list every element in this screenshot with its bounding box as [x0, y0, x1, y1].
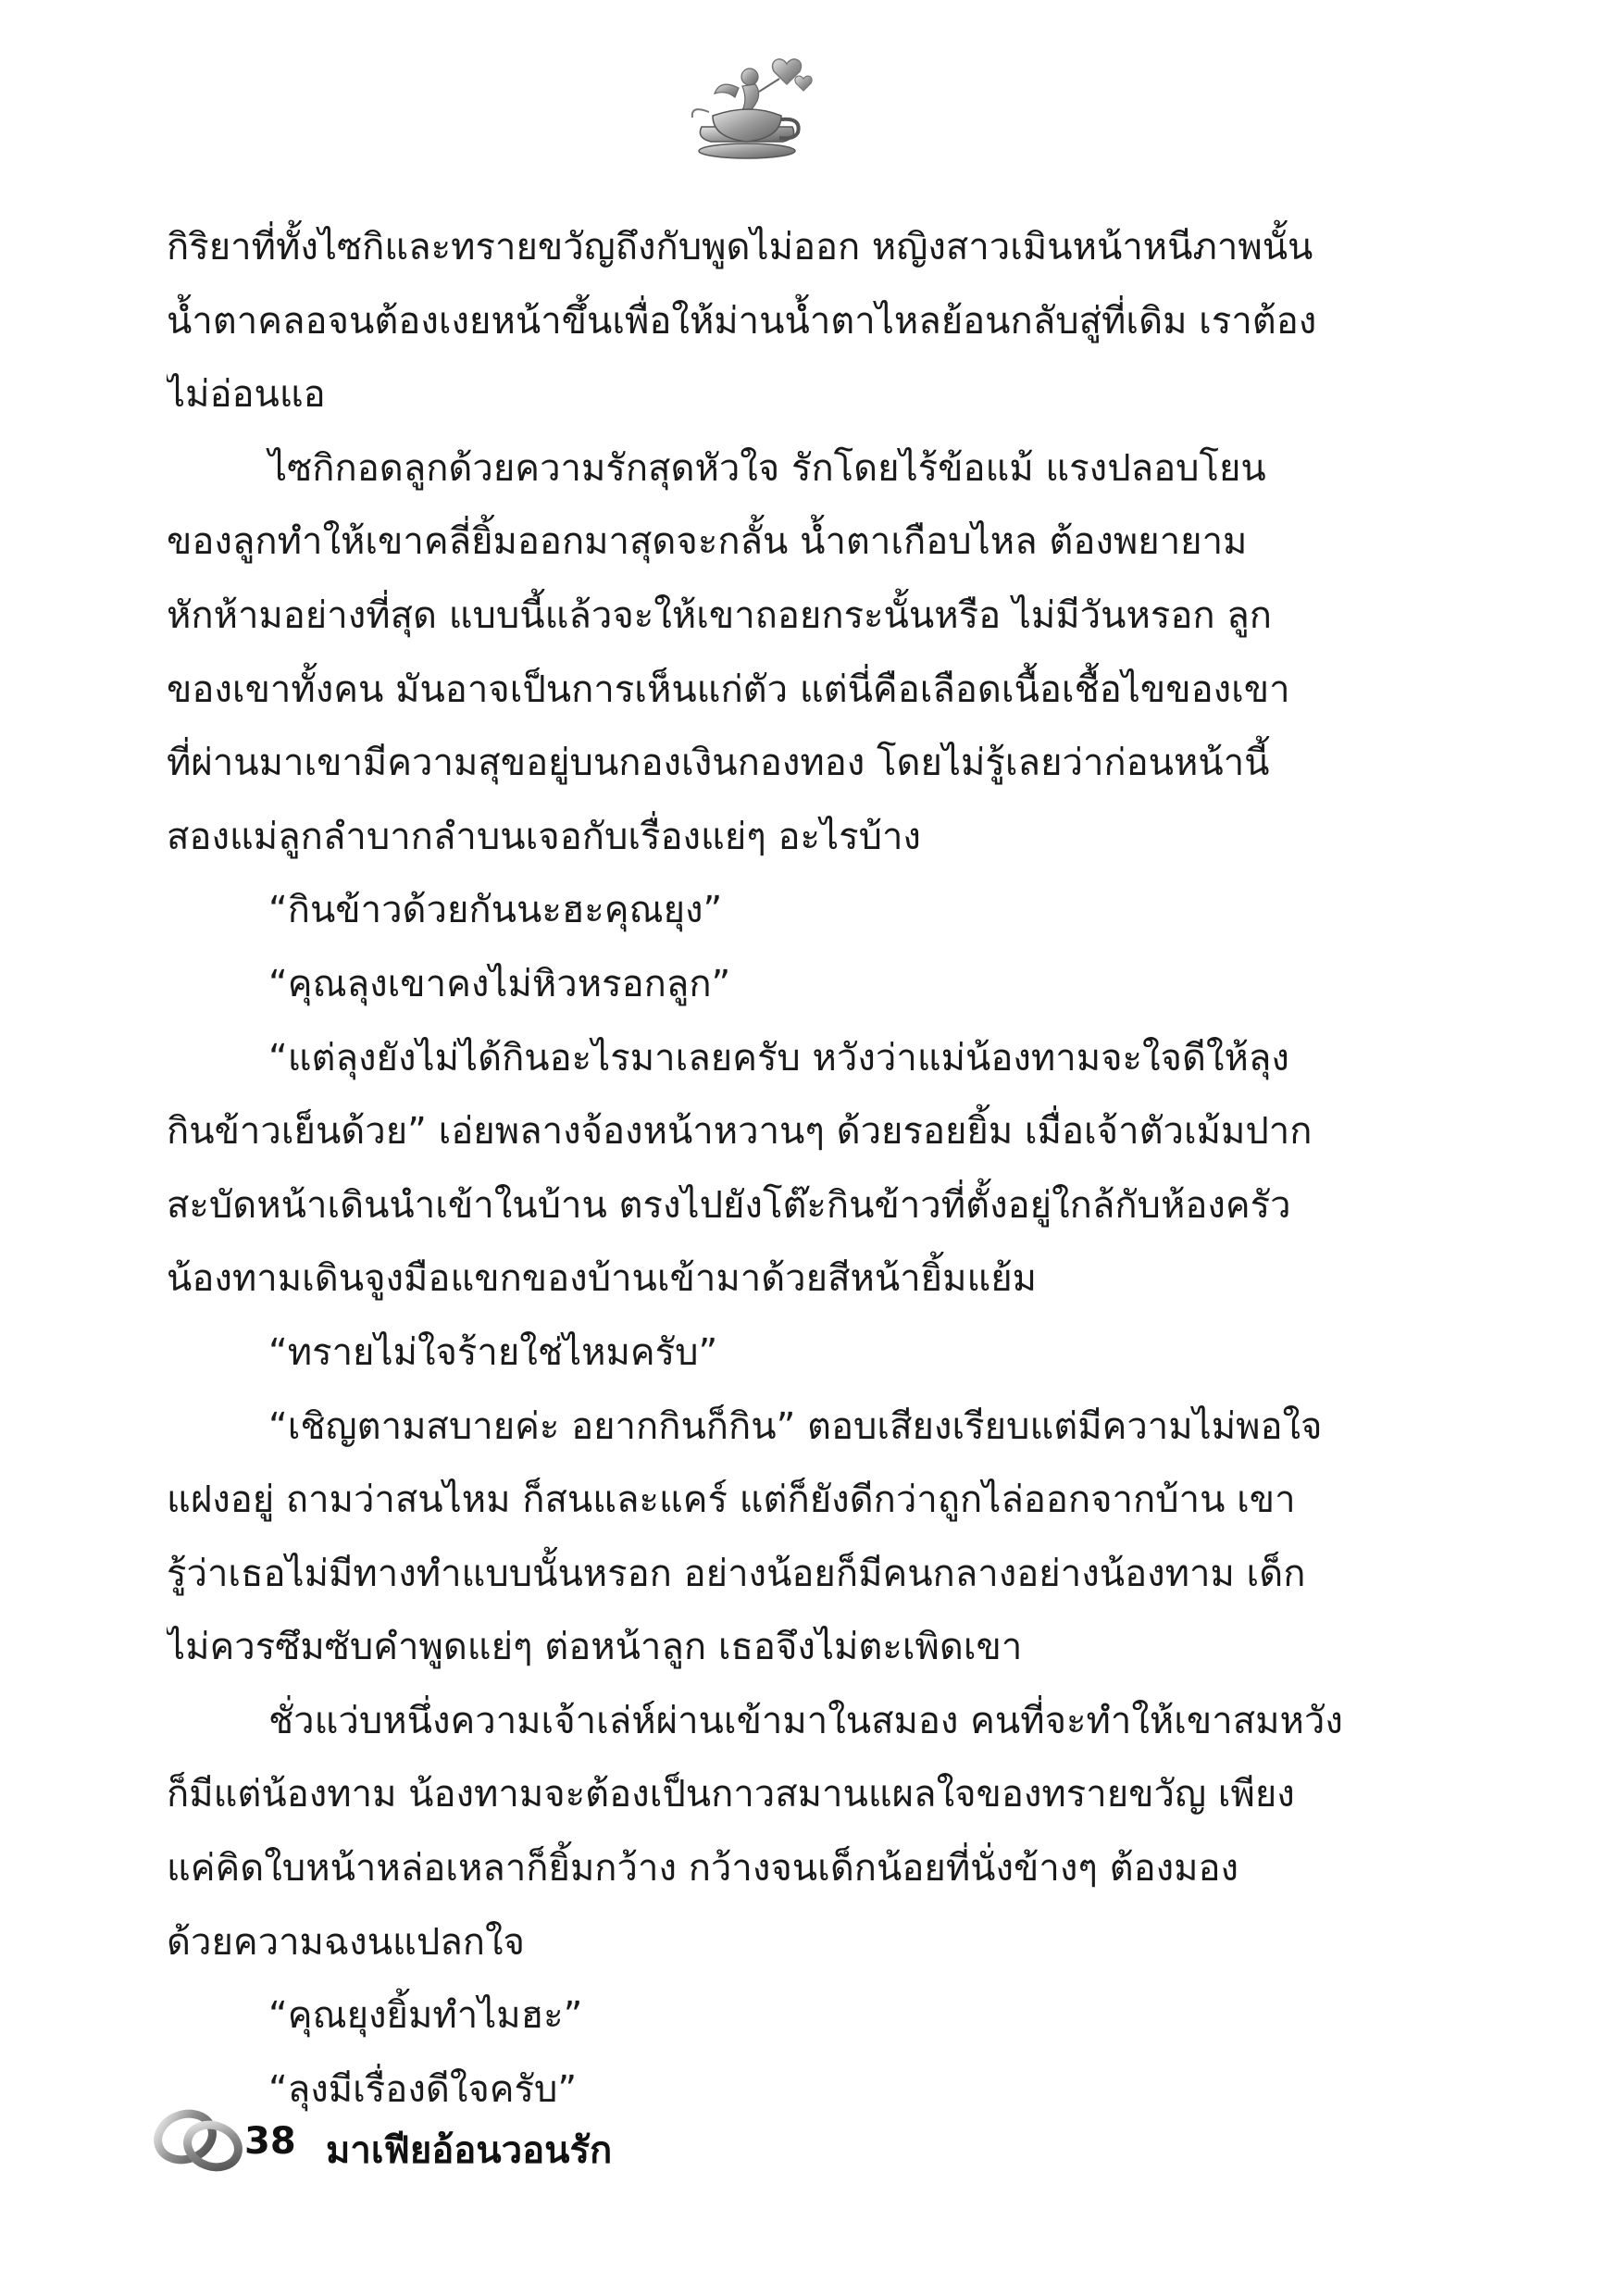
text-line: ไม่ควรซึมซับคำพูดแย่ๆ ต่อหน้าลูก เธอจึงไม่ตะเพิดเขา	[167, 1626, 1023, 1669]
text-line: ของลูกทำให้เขาคลี่ยิ้มออกมาสุดจะกลั้น น้ำตาเกือบไหล ต้องพยายาม	[167, 520, 1248, 564]
text-line: ของเขาทั้งคน มันอาจเป็นการเห็นแก่ตัว แต่นี่คือเลือดเนื้อเชื้อไขของเขา	[167, 668, 1290, 711]
text-line: น้องทามเดินจูงมือแขกของบ้านเข้ามาด้วยสีหน้ายิ้มแย้ม	[167, 1257, 1038, 1301]
wedding-rings-icon	[150, 2103, 250, 2177]
text-line: ไม่อ่อนแอ	[167, 373, 326, 417]
text-line: “ลุงมีเรื่องดีใจครับ”	[268, 2067, 578, 2111]
text-line: น้ำตาคลอจนต้องเงยหน้าขึ้นเพื่อให้ม่านน้ำตาไหลย้อนกลับสู่ที่เดิม เราต้อง	[167, 299, 1317, 343]
text-line: รู้ว่าเธอไม่มีทางทำแบบนั้นหรอก อย่างน้อยก็มีคนกลางอย่างน้องทาม เด็ก	[167, 1552, 1306, 1595]
text-line: ด้วยความฉงนแปลกใจ	[167, 1920, 525, 1964]
text-line: ไซกิกอดลูกด้วยความรักสุดหัวใจ รักโดยไร้ข้อแม้ แรงปลอบโยน	[268, 446, 1266, 490]
page-footer	[150, 2103, 798, 2177]
text-line: “กินข้าวด้วยกันนะฮะคุณยุง”	[268, 889, 723, 932]
text-line: “เชิญตามสบายค่ะ อยากกินก็กิน” ตอบเสียงเรียบแต่มีความไม่พอใจ	[268, 1404, 1323, 1448]
text-line: “ทรายไม่ใจร้ายใช่ไหมครับ”	[268, 1330, 718, 1374]
text-line: “คุณลุงเขาคงไม่หิวหรอกลูก”	[268, 962, 731, 1005]
text-line: กิริยาที่ทั้งไซกิและทรายขวัญถึงกับพูดไม่ออก หญิงสาวเมินหน้าหนีภาพนั้น	[167, 226, 1313, 268]
text-line: หักห้ามอย่างที่สุด แบบนี้แล้วจะให้เขาถอยกระนั้นหรือ ไม่มีวันหรอก ลูก	[167, 593, 1273, 637]
text-line: กินข้าวเย็นด้วย” เอ่ยพลางจ้องหน้าหวานๆ ด้วยรอยยิ้ม เมื่อเจ้าตัวเม้มปาก	[167, 1110, 1313, 1154]
page-number: 38	[244, 2120, 296, 2163]
chapter-body-text	[167, 211, 1356, 2127]
text-line: แฝงอยู่ ถามว่าสนไหม ก็สนและแคร์ แต่ก็ยังดีกว่าถูกไล่ออกจากบ้าน เขา	[167, 1479, 1296, 1522]
text-line: แค่คิดใบหน้าหล่อเหลาก็ยิ้มกว้าง กว้างจนเด็กน้อยที่นั่งข้างๆ ต้องมอง	[167, 1847, 1239, 1890]
text-line: “แต่ลุงยังไม่ได้กินอะไรมาเลยครับ หวังว่าแม่น้องทามจะใจดีให้ลุง	[268, 1036, 1289, 1079]
text-line: ก็มีแต่น้องทาม น้องทามจะต้องเป็นกาวสมานแผลใจของทรายขวัญ เพียง	[167, 1773, 1295, 1816]
text-line: สองแม่ลูกลำบากลำบนเจอกับเรื่องแย่ๆ อะไรบ้าง	[167, 815, 921, 858]
text-line: สะบัดหน้าเดินนำเข้าในบ้าน ตรงไปยังโต๊ะกินข้าวที่ตั้งอยู่ใกล้กับห้องครัว	[167, 1183, 1291, 1227]
text-line: ที่ผ่านมาเขามีความสุขอยู่บนกองเงินกองทอง โดยไม่รู้เลยว่าก่อนหน้านี้	[167, 742, 1270, 785]
cupid-teacup-icon	[685, 51, 824, 167]
text-line: “คุณยุงยิ้มทำไมฮะ”	[268, 1994, 583, 2038]
book-title: มาเฟียอ้อนวอนรัก	[326, 2129, 613, 2172]
text-line: ชั่วแว่บหนึ่งความเจ้าเล่ห์ผ่านเข้ามาในสมอง คนที่จะทำให้เขาสมหวัง	[268, 1699, 1343, 1742]
